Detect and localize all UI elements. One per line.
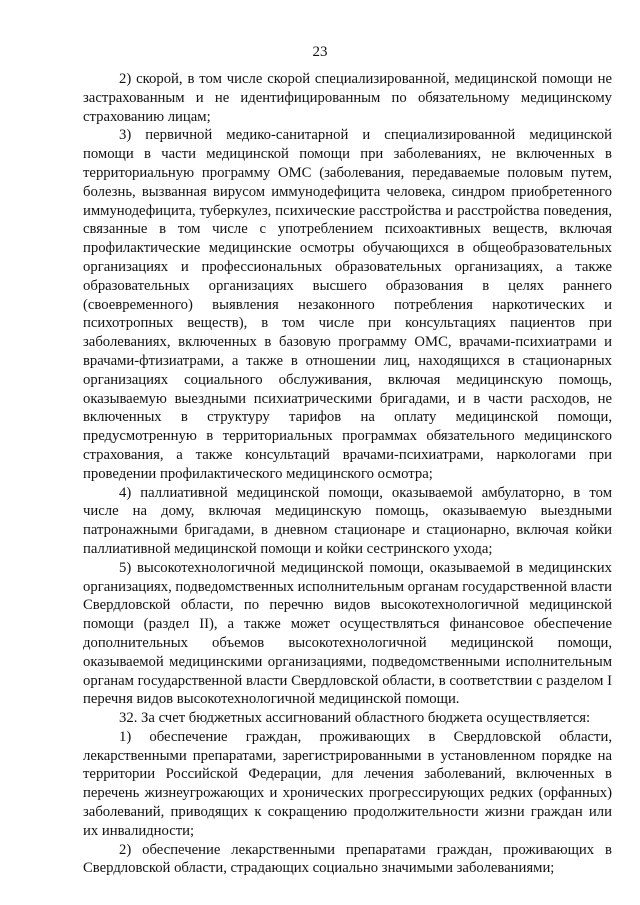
paragraph-clause-32-item-2: 2) обеспечение лекарственными препаратами граждан, проживающих в Свердловской области, страдающих социально значимыми заболеваниями; [83, 841, 612, 877]
paragraph-item-2: 2) скорой, в том числе скорой специализированной, медицинской помощи не застрахованным и не идентифицированным по обязательному медицинскому страхованию лицам; [83, 71, 612, 125]
document-body [83, 70, 612, 878]
paragraph-clause-32: 32. За счет бюджетных ассигнований областного бюджета осуществляется: [119, 710, 591, 727]
paragraph-clause-32-item-1: 1) обеспечение граждан, проживающих в Свердловской области, лекарственными препаратами, зарегистрированными в установленном порядке на территории Российской Федерации, для лечения заболеваний, включенных в перечень жизнеугрожающих и хронических прогрессирующих редких (орфанных) заболеваний, приводящих к сокращению продолжительности жизни граждан или их инвалидности; [83, 728, 612, 839]
paragraph-item-3: 3) первичной медико-санитарной и специализированной медицинской помощи в части медицинской помощи при заболеваниях, не включенных в территориальную программу ОМС (заболевания, передаваемые половым путем, болезнь, вызванная вирусом иммунодефицита человека, синдром приобретенного иммунодефицита, туберкулез, психические расстройства и расстройства поведения, связанные в том числе с употреблением психоактивных веществ, включая профилактические медицинские осмотры обучающихся в общеобразовательных организациях и профессиональных образовательных организациях, а также образовательных организациях высшего образования в целях раннего (своевременного) выявления незаконного потребления наркотических и психотропных веществ), в том числе при консультациях пациентов при заболеваниях, включенных в базовую программу ОМС, врачами-психиатрами и врачами-фтизиатрами, а также в отношении лиц, находящихся в стационарных организациях социального обслуживания, включая медицинскую помощь, оказываемую выездными психиатрическими бригадами, и в части расходов, не включенных в структуру тарифов на оплату медицинской помощи, предусмотренную в территориальных программах обязательного медицинского страхования, а также консультаций врачами-психиатрами, наркологами при проведении профилактического медицинского осмотра; [83, 127, 612, 482]
paragraph-item-4: 4) паллиативной медицинской помощи, оказываемой амбулаторно, в том числе на дому, включая медицинскую помощь, оказываемую выездными патронажными бригадами, в дневном стационаре и стационарно, включая койки паллиативной медицинской помощи и койки сестринского ухода; [83, 484, 612, 557]
paragraph-item-5: 5) высокотехнологичной медицинской помощи, оказываемой в медицинских организациях, подведомственных исполнительным органам государственной власти Свердловской области, по перечню видов высокотехнологичной медицинской помощи (раздел II), а также может осуществляться финансовое обеспечение дополнительных объемов высокотехнологичной медицинской помощи, оказываемой медицинскими организациями, подведомственными исполнительным органам государственной власти Свердловской области, в соответствии с разделом I перечня видов высокотехнологичной медицинской помощи. [83, 559, 613, 708]
page-number: 23 [312, 44, 328, 60]
